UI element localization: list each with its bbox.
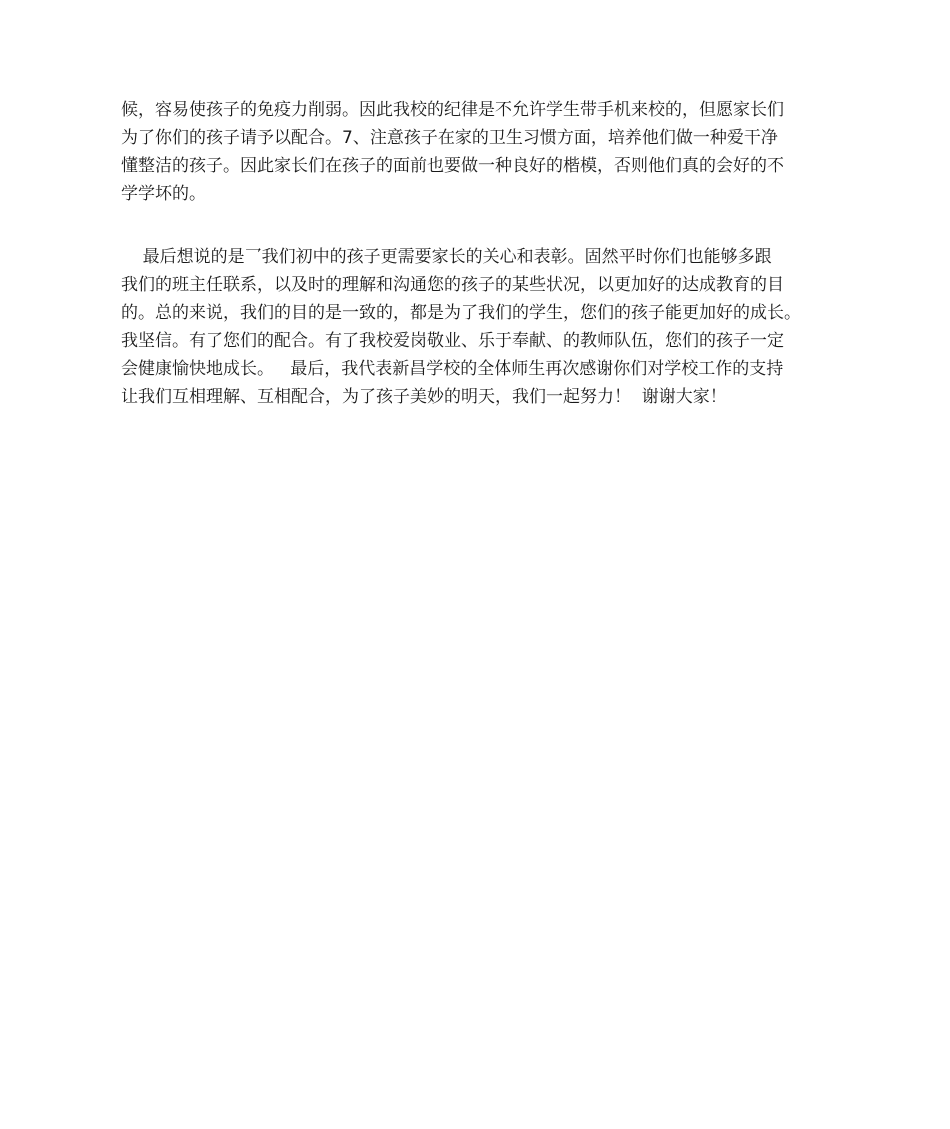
paragraph-line: 会健康愉快地成长。 最后，我代表新昌学校的全体师生再次感谢你们对学校工作的支持 bbox=[121, 359, 784, 379]
paragraph-line: 的。总的来说，我们的目的是一致的，都是为了我们的学生，您们的孩子能更加好的成长。 bbox=[121, 303, 801, 323]
paragraph-2 bbox=[121, 243, 841, 411]
paragraph-line: 让我们互相理解、互相配合，为了孩子美妙的明天，我们一起努力！ 谢谢大家！ bbox=[121, 387, 727, 407]
paragraph-line: 为了你们的孩子请予以配合。7、注意孩子在家的卫生习惯方面，培养他们做一种爱干净 bbox=[121, 128, 778, 148]
paragraph-1 bbox=[121, 96, 841, 208]
paragraph-line: 我们的班主任联系，以及时的理解和沟通您的孩子的某些状况，以更加好的达成教育的目 bbox=[121, 275, 784, 295]
paragraph-line: 我坚信。有了您们的配合。有了我校爱岗敬业、乐于奉献、的教师队伍，您们的孩子一定 bbox=[121, 331, 784, 351]
paragraph-line: 懂整洁的孩子。因此家长们在孩子的面前也要做一种良好的楷模，否则他们真的会好的不 bbox=[121, 156, 784, 176]
paragraph-line: 候，容易使孩子的免疫力削弱。因此我校的纪律是不允许学生带手机来校的，但愿家长们 bbox=[121, 100, 784, 120]
paragraph-line: 学学坏的。 bbox=[121, 184, 206, 204]
paragraph-line: 最后想说的是乛我们初中的孩子更需要家长的关心和表彰。固然平时你们也能够多跟 bbox=[121, 247, 772, 267]
